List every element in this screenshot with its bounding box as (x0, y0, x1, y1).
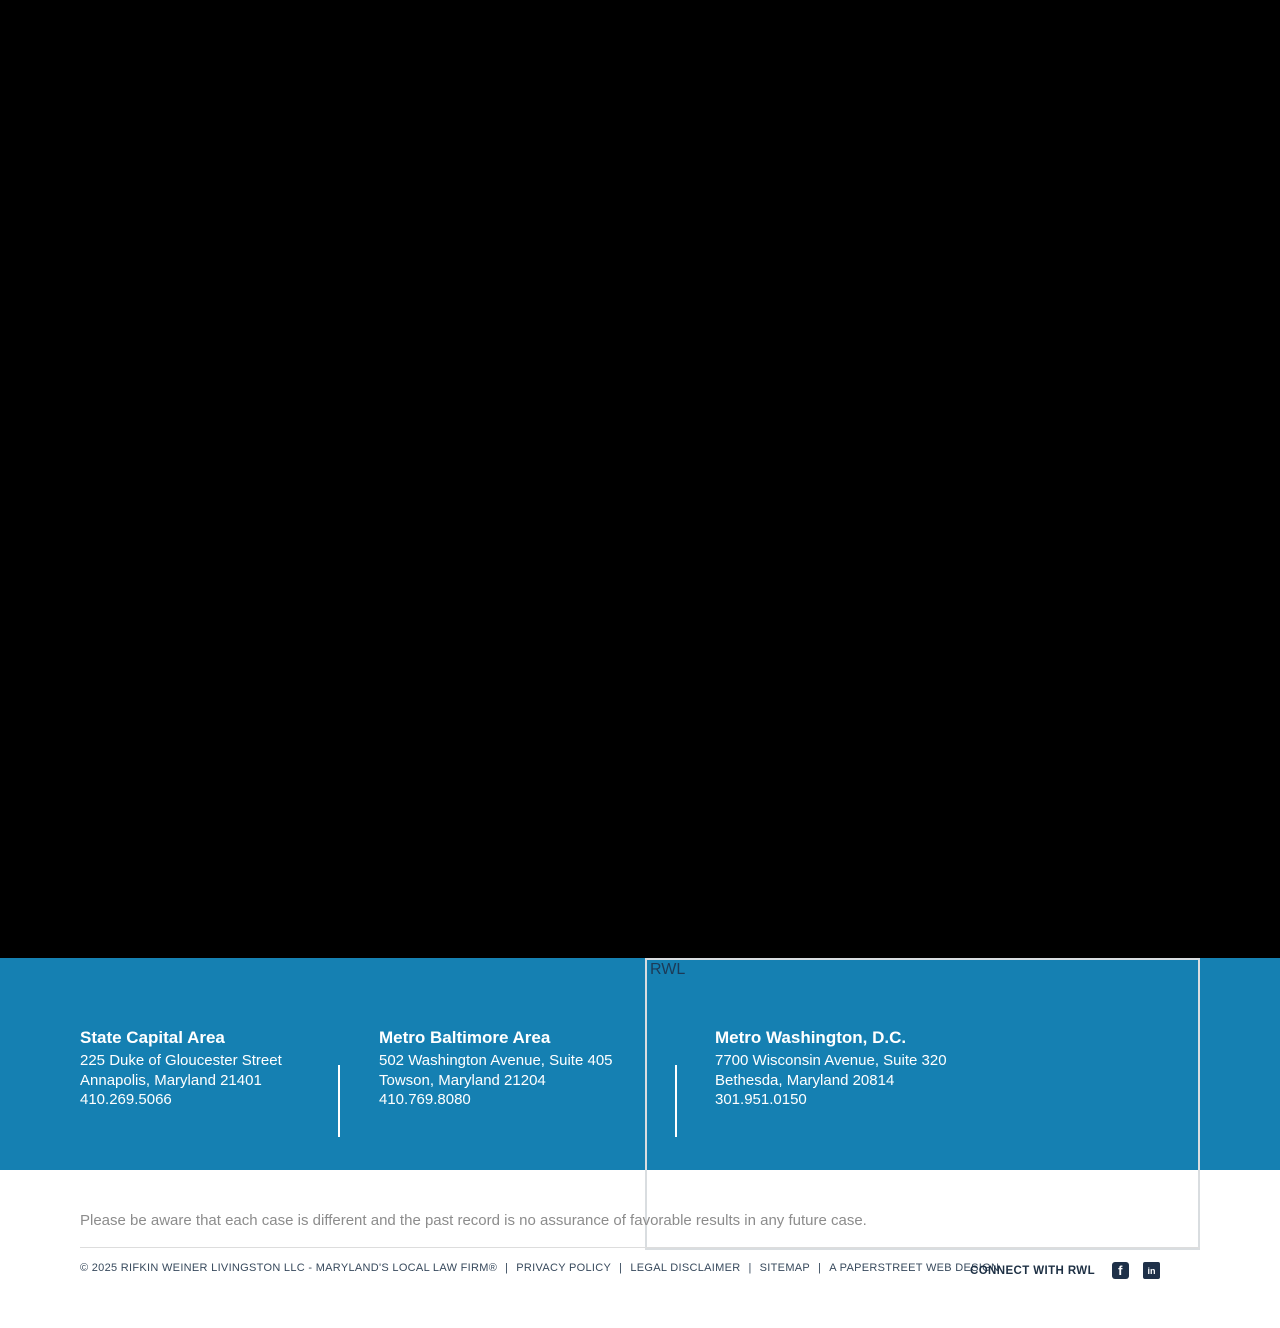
office-address-line2: Bethesda, Maryland 20814 (715, 1071, 895, 1089)
separator: | (619, 1262, 623, 1274)
office-phone-link[interactable]: 410.769.8080 (379, 1091, 471, 1108)
connect-group (970, 1262, 1160, 1279)
office-address-line2: Annapolis, Maryland 21401 (80, 1071, 262, 1089)
separator: | (505, 1262, 509, 1274)
legal-footer-section (0, 1170, 1280, 1278)
office-title: Metro Baltimore Area (379, 1028, 551, 1047)
linkedin-glyph: in (1147, 1265, 1156, 1276)
connect-with-rwl-label: CONNECT WITH RWL (969, 1264, 1095, 1277)
office-card-metro-baltimore (379, 1028, 613, 1110)
sitemap-link[interactable]: SITEMAP (759, 1262, 811, 1274)
legal-row (80, 1261, 1200, 1278)
legal-disclaimer-link[interactable]: LEGAL DISCLAIMER (630, 1262, 741, 1274)
privacy-policy-link[interactable]: PRIVACY POLICY (516, 1262, 612, 1274)
separator: | (748, 1262, 752, 1274)
office-address-line1: 7700 Wisconsin Avenue, Suite 320 (715, 1052, 947, 1069)
facebook-icon[interactable] (1112, 1262, 1129, 1279)
office-phone-link[interactable]: 410.269.5066 (80, 1091, 172, 1108)
office-title: State Capital Area (80, 1028, 225, 1047)
paperstreet-web-design-link[interactable]: A PAPERSTREET WEB DESIGN (829, 1262, 1000, 1274)
office-card-state-capital (80, 1028, 282, 1110)
copyright-text: © 2025 RIFKIN WEINER LIVINGSTON LLC - MARYLAND'S LOCAL LAW FIRM® (80, 1262, 498, 1274)
divider-rule (80, 1247, 1200, 1248)
separator: | (818, 1262, 822, 1274)
office-phone-link[interactable]: 301.951.0150 (715, 1091, 807, 1108)
case-disclaimer-text: Please be aware that each case is different and the past record is no assurance of favorable results in any future case. (80, 1212, 867, 1229)
office-title: Metro Washington, D.C. (715, 1028, 907, 1047)
office-address-line1: 502 Washington Avenue, Suite 405 (379, 1052, 613, 1069)
office-address-line2: Towson, Maryland 21204 (379, 1071, 546, 1089)
office-address-line1: 225 Duke of Gloucester Street (80, 1052, 282, 1069)
linkedin-icon[interactable] (1143, 1262, 1160, 1279)
rwl-logo-alt-text: RWL (650, 961, 686, 978)
facebook-glyph: f (1118, 1262, 1123, 1278)
office-divider (338, 1065, 340, 1137)
